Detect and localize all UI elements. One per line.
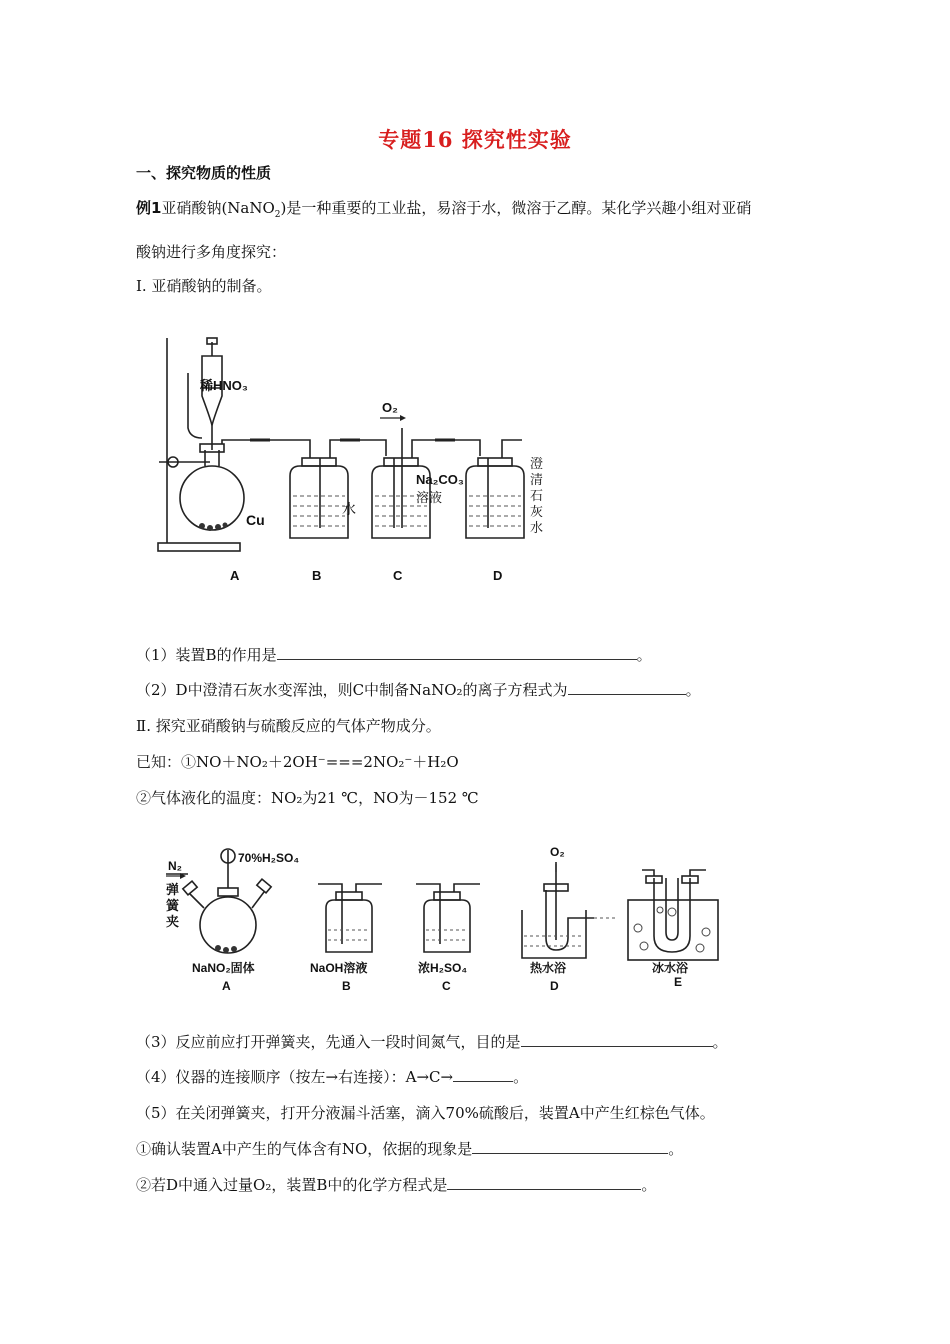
- label-clamp-1: 弹: [166, 882, 180, 897]
- fig2-label-b: B: [342, 979, 351, 993]
- question-2: （2）D中澄清石灰水变浑浊，则C中制备NaNO₂的离子方程式为 。: [136, 681, 701, 699]
- caption-a: NaNO₂固体: [192, 961, 255, 975]
- question-4: （4）仪器的连接顺序（按左→右连接）：A→C→ 。: [136, 1068, 529, 1086]
- example-intro-line1: 例1亚硝酸钠(NaNO$_2$)是一种重要的工业盐，易溶于水，微溶于乙醇。某化学兴趣小组对亚硝: [136, 199, 752, 220]
- label-na2co3: Na₂CO₃: [416, 472, 464, 487]
- label-limewater-1: 澄: [530, 456, 544, 471]
- fig1-label-a: A: [230, 568, 240, 583]
- label-o2: O₂: [382, 400, 398, 415]
- fig1-label-c: C: [393, 568, 403, 583]
- label-h2so4: 70%H₂SO₄: [238, 851, 300, 865]
- label-limewater-5: 水: [530, 520, 544, 535]
- label-n2: N₂: [168, 859, 182, 873]
- fig2-label-d: D: [550, 979, 559, 993]
- label-limewater-4: 灰: [530, 504, 544, 519]
- part2-heading: Ⅱ. 探究亚硝酸钠与硫酸反应的气体产物成分。: [136, 717, 441, 735]
- example-label: 例1: [136, 199, 162, 217]
- label-water: 水: [342, 501, 356, 517]
- label-clamp-2: 簧: [166, 898, 180, 913]
- part1-heading: Ⅰ. 亚硝酸钠的制备。: [136, 277, 272, 295]
- page-title: 专题16 探究性实验: [378, 127, 572, 152]
- fig2-label-a: A: [222, 979, 231, 993]
- label-limewater-3: 石: [530, 488, 544, 503]
- caption-d: 热水浴: [530, 961, 567, 975]
- example-text-b: )是一种重要的工业盐，易溶于水，微溶于乙醇。某化学兴趣小组对亚硝: [280, 199, 752, 217]
- apparatus-figure-2: [160, 840, 750, 998]
- label-solution: 溶液: [416, 490, 443, 505]
- label-dilute-hno3: 稀HNO₃: [200, 378, 248, 393]
- label-cu: Cu: [246, 512, 265, 528]
- fig2-label-e: E: [674, 975, 683, 989]
- example-intro-line2: 酸钠进行多角度探究：: [136, 243, 287, 261]
- label-limewater-2: 清: [530, 472, 544, 487]
- question-5-1: ①确认装置A中产生的气体含有NO，依据的现象是 。: [136, 1140, 684, 1158]
- label-o2-d: O₂: [550, 845, 565, 859]
- caption-c: 浓H₂SO₄: [418, 961, 468, 975]
- caption-b: NaOH溶液: [310, 961, 368, 975]
- caption-e: 冰水浴: [652, 961, 689, 975]
- example-text-a: 亚硝酸钠(NaNO: [161, 199, 275, 217]
- known-1: 已知：①NO＋NO₂＋2OH⁻===2NO₂⁻＋H₂O: [136, 753, 459, 771]
- fig2-label-c: C: [442, 979, 451, 993]
- question-3: （3）反应前应打开弹簧夹，先通入一段时间氮气，目的是 。: [136, 1033, 728, 1051]
- fig1-label-b: B: [312, 568, 322, 583]
- question-5-2: ②若D中通入过量O₂，装置B中的化学方程式是 。: [136, 1176, 657, 1194]
- fig1-label-d: D: [493, 568, 503, 583]
- label-clamp-3: 夹: [166, 914, 180, 929]
- apparatus-figure-1: [150, 328, 570, 590]
- known-2: ②气体液化的温度：NO₂为21 ℃，NO为－152 ℃: [136, 789, 479, 807]
- question-5: （5）在关闭弹簧夹，打开分液漏斗活塞，滴入70%硫酸后，装置A中产生红棕色气体。: [136, 1104, 715, 1122]
- question-1: （1）装置B的作用是 。: [136, 646, 652, 664]
- section-heading-1: 一、探究物质的性质: [136, 164, 272, 182]
